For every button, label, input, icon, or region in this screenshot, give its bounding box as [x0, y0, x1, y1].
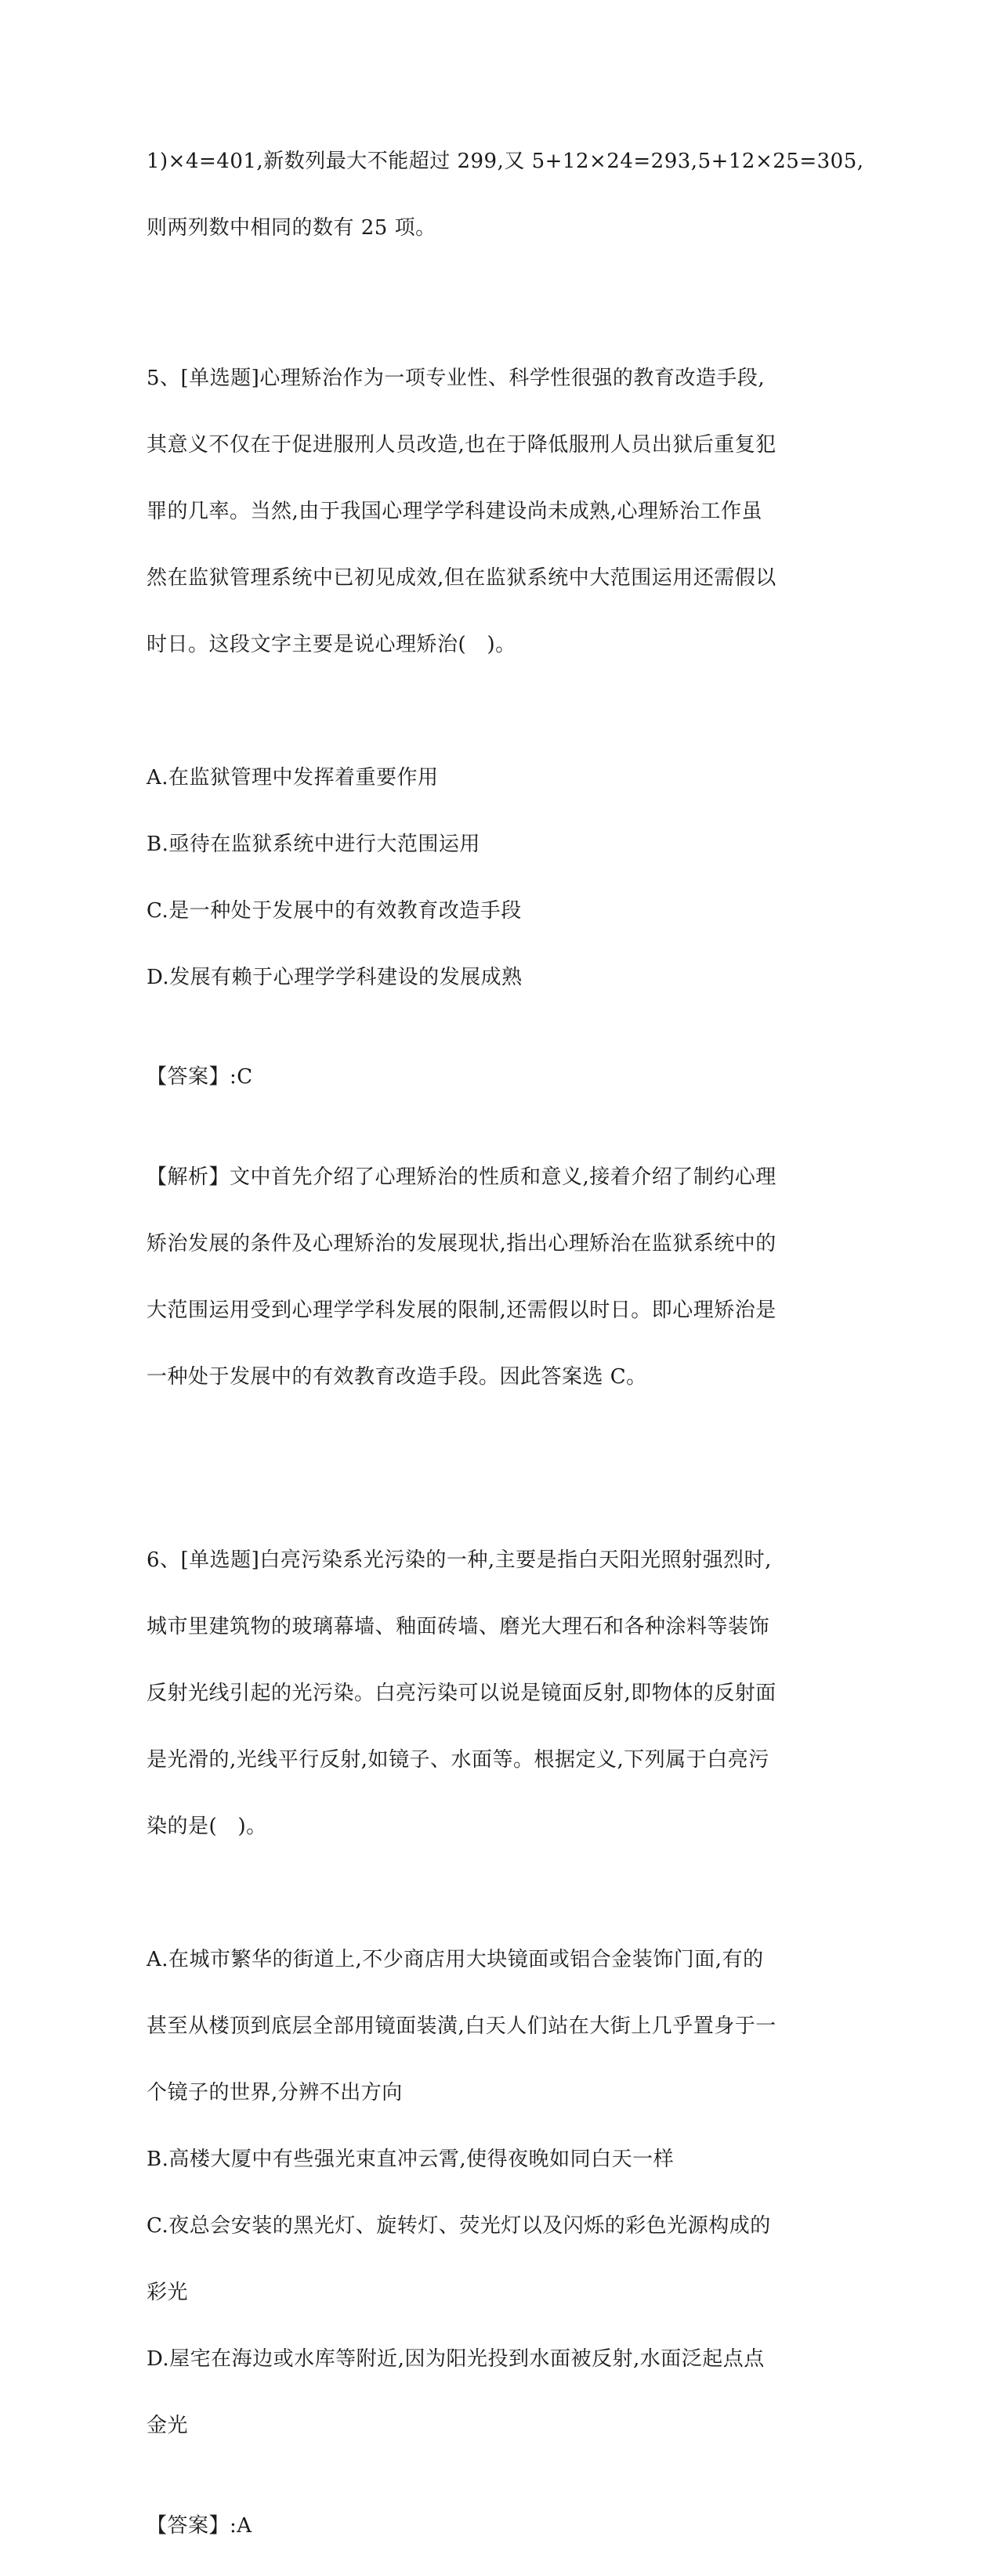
analysis: [147, 1127, 844, 1427]
text-line: 染的是( )。: [147, 1815, 267, 1838]
option-b: B.高楼大厦中有些强光束直冲云霄,使得夜晚如同白天一样: [147, 2148, 675, 2171]
option-b: B.亟待在监狱系统中进行大范围运用: [147, 832, 480, 856]
text-line: 1)×4=401,新数列最大不能超过 299,又 5+12×24=293,5+12×25=305,: [147, 149, 864, 173]
intro-paragraph: [147, 111, 864, 278]
document-page: [147, 111, 864, 2576]
text-line: 一种处于发展中的有效教育改造手段。因此答案选 C。: [147, 1364, 647, 1389]
option-a: A.在监狱管理中发挥着重要作用: [147, 765, 439, 789]
option-c: 彩光: [147, 2281, 189, 2304]
text-line: 矫治发展的条件及心理矫治的发展现状,指出心理矫治在监狱系统中的: [147, 1231, 776, 1255]
text-line: 然在监狱管理系统中已初见成效,但在监狱系统中大范围运用还需假以: [147, 565, 776, 590]
text-line: 罪的几率。当然,由于我国心理学学科建设尚未成熟,心理矫治工作虽: [147, 499, 763, 523]
question-6: [147, 1477, 844, 2576]
text-line: 其意义不仅在于促进服刑人员改造,也在于降低服刑人员出狱后重复犯: [147, 432, 776, 457]
question-5: [147, 295, 844, 1461]
option-d: D.发展有赖于心理学学科建设的发展成熟: [147, 965, 523, 989]
text-line: 城市里建筑物的玻璃幕墙、釉面砖墙、磨光大理石和各种涂料等装饰: [147, 1615, 770, 1638]
option-c: C.夜总会安装的黑光灯、旋转灯、荧光灯以及闪烁的彩色光源构成的: [147, 2214, 771, 2238]
option-c: C.是一种处于发展中的有效教育改造手段: [147, 898, 522, 923]
option-d: D.屋宅在海边或水库等附近,因为阳光投到水面被反射,水面泛起点点: [147, 2347, 765, 2371]
question-stem: [147, 328, 844, 695]
option-a: A.在城市繁华的街道上,不少商店用大块镜面或铝合金装饰门面,有的: [147, 1948, 764, 1971]
option-a: 个镜子的世界,分辨不出方向: [147, 2081, 403, 2105]
text-line: 6、[单选题]白亮污染系光污染的一种,主要是指白天阳光照射强烈时,: [147, 1548, 772, 1572]
text-line: 时日。这段文字主要是说心理矫治( )。: [147, 632, 516, 656]
answer: 【答案】:C: [147, 1065, 253, 1089]
option-list: [147, 1910, 844, 2477]
option-a: 甚至从楼顶到底层全部用镜面装潢,白天人们站在大街上几乎置身于一: [147, 2014, 776, 2038]
question-stem: [147, 1511, 844, 1877]
text-line: 反射光线引起的光污染。白亮污染可以说是镜面反射,即物体的反射面: [147, 1682, 776, 1705]
text-line: 是光滑的,光线平行反射,如镜子、水面等。根据定义,下列属于白亮污: [147, 1748, 769, 1772]
text-line: 大范围运用受到心理学学科发展的限制,还需假以时日。即心理矫治是: [147, 1298, 776, 1322]
text-line: 则两列数中相同的数有 25 项。: [147, 215, 436, 240]
option-list: [147, 728, 844, 1028]
text-line: 【解析】文中首先介绍了心理矫治的性质和意义,接着介绍了制约心理: [147, 1165, 776, 1189]
option-d: 金光: [147, 2414, 189, 2437]
answer: 【答案】:A: [147, 2513, 252, 2538]
text-line: 5、[单选题]心理矫治作为一项专业性、科学性很强的教育改造手段,: [147, 366, 766, 390]
